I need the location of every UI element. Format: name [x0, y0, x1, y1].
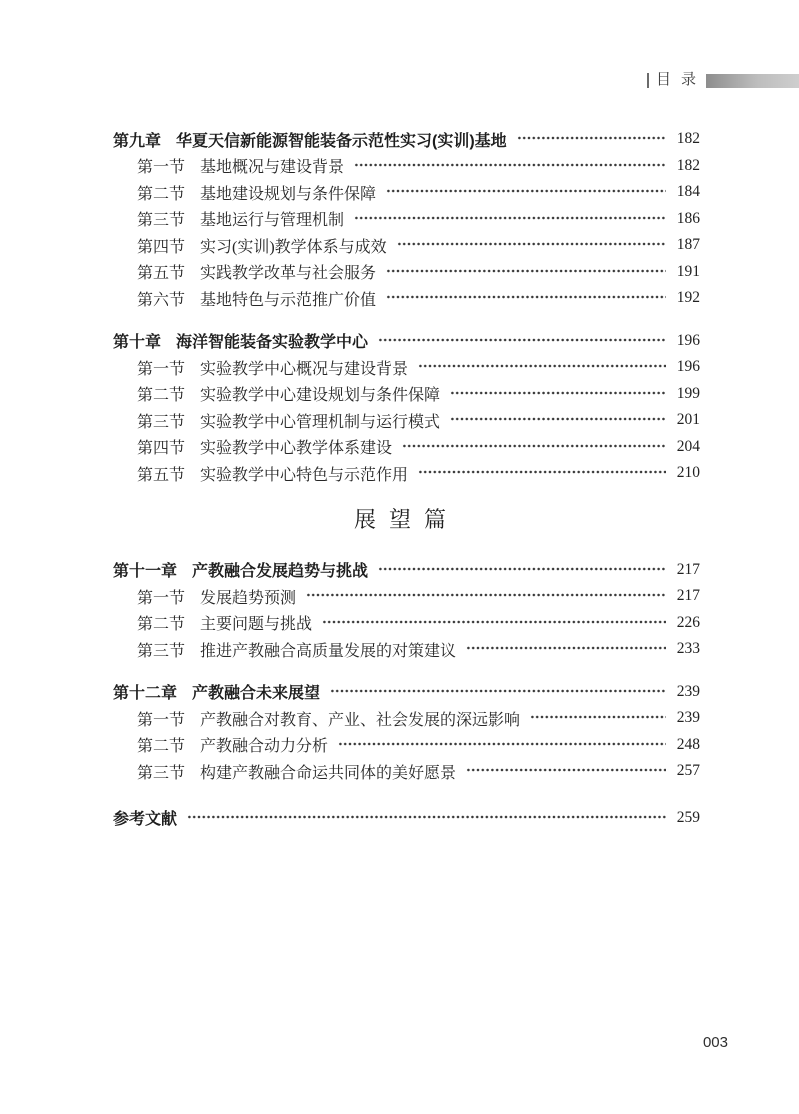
section-title: 构建产教融合命运共同体的美好愿景 [200, 764, 457, 782]
dot-leader [354, 214, 666, 222]
header-rule-icon [647, 73, 649, 88]
section-title: 基地特色与示范推广价值 [200, 291, 377, 309]
page-number: 182 [676, 130, 700, 148]
references-title: 参考文献 [113, 811, 178, 829]
page-number: 182 [676, 156, 700, 174]
section-row [100, 705, 700, 732]
section-title: 基地运行与管理机制 [200, 212, 345, 230]
chapter-row [100, 557, 700, 584]
section-title: 基地概况与建设背景 [200, 159, 345, 177]
chapter-row [100, 126, 700, 153]
part-heading: 展望篇 [353, 506, 459, 532]
table-of-contents [100, 126, 700, 831]
page-number: 210 [676, 464, 700, 482]
section-title: 实验教学中心建设规划与条件保障 [200, 387, 441, 405]
page-number: 184 [676, 183, 700, 201]
section-row [100, 153, 700, 180]
dot-leader [378, 336, 666, 344]
section-number: 第三节 [137, 413, 186, 431]
section-title: 实验教学中心特色与示范作用 [200, 466, 409, 484]
chapter-block [100, 328, 700, 487]
footer-page-number: 003 [702, 1034, 728, 1051]
references-block [100, 805, 700, 832]
section-number: 第四节 [137, 440, 186, 458]
section-number: 第四节 [137, 238, 186, 256]
page-number: 248 [676, 735, 700, 753]
section-title: 实验教学中心教学体系建设 [200, 440, 393, 458]
page-number: 201 [676, 411, 700, 429]
section-title: 基地建设规划与条件保障 [200, 185, 377, 203]
section-title: 发展趋势预测 [200, 589, 297, 607]
dot-leader [330, 687, 666, 695]
dot-leader [397, 240, 666, 248]
page-number: 259 [676, 808, 700, 826]
dot-leader [517, 134, 666, 142]
section-number: 第一节 [137, 159, 186, 177]
section-row [100, 259, 700, 286]
section-row [100, 354, 700, 381]
dot-leader [322, 618, 666, 626]
section-title: 产教融合动力分析 [200, 738, 329, 756]
running-header [647, 72, 799, 89]
dot-leader [386, 293, 666, 301]
section-row [100, 732, 700, 759]
section-title: 实习(实训)教学体系与成效 [200, 238, 387, 256]
page-number: 192 [676, 289, 700, 307]
dot-leader [338, 740, 666, 748]
page-number: 217 [676, 587, 700, 605]
section-row [100, 381, 700, 408]
section-number: 第二节 [137, 185, 186, 203]
section-row [100, 636, 700, 663]
section-number: 第六节 [137, 291, 186, 309]
page-number: 196 [676, 331, 700, 349]
dot-leader [354, 161, 666, 169]
section-number: 第一节 [137, 711, 186, 729]
section-row [100, 285, 700, 312]
section-row [100, 460, 700, 487]
chapter-number: 第十一章 [113, 563, 178, 581]
page-number: 204 [676, 437, 700, 455]
section-row [100, 232, 700, 259]
section-title: 实践教学改革与社会服务 [200, 265, 377, 283]
section-number: 第五节 [137, 265, 186, 283]
chapter-number: 第九章 [113, 132, 162, 150]
section-row [100, 610, 700, 637]
section-number: 第三节 [137, 642, 186, 660]
page-number: 186 [676, 209, 700, 227]
chapter-block [100, 126, 700, 312]
section-row [100, 206, 700, 233]
references-row [100, 805, 700, 832]
page-number: 239 [676, 709, 700, 727]
chapter-row [100, 679, 700, 706]
chapter-title: 海洋智能装备实验教学中心 [176, 334, 369, 352]
chapter-title: 华夏天信新能源智能装备示范性实习(实训)基地 [176, 132, 507, 150]
chapter-row [100, 328, 700, 355]
chapter-block [100, 679, 700, 785]
section-row [100, 434, 700, 461]
section-row [100, 758, 700, 785]
page-number: 191 [676, 262, 700, 280]
page-number: 196 [676, 358, 700, 376]
section-title: 主要问题与挑战 [200, 616, 313, 634]
chapter-title: 产教融合发展趋势与挑战 [192, 563, 369, 581]
dot-leader [466, 766, 666, 774]
dot-leader [378, 565, 666, 573]
page-number: 239 [676, 682, 700, 700]
section-number: 第一节 [137, 589, 186, 607]
dot-leader [402, 442, 666, 450]
chapter-number: 第十二章 [113, 685, 178, 703]
page-number: 233 [676, 640, 700, 658]
page-number: 187 [676, 236, 700, 254]
section-title: 实验教学中心管理机制与运行模式 [200, 413, 441, 431]
dot-leader [418, 362, 666, 370]
section-number: 第二节 [137, 387, 186, 405]
dot-leader [466, 644, 666, 652]
dot-leader [450, 415, 666, 423]
section-title: 推进产教融合高质量发展的对策建议 [200, 642, 457, 660]
section-number: 第三节 [137, 212, 186, 230]
dot-leader [530, 713, 666, 721]
section-number: 第二节 [137, 738, 186, 756]
page-number: 226 [676, 613, 700, 631]
dot-leader [450, 389, 666, 397]
section-number: 第五节 [137, 466, 186, 484]
dot-leader [386, 187, 666, 195]
page-number: 257 [676, 762, 700, 780]
section-number: 第三节 [137, 764, 186, 782]
page-number: 199 [676, 384, 700, 402]
chapter-block [100, 557, 700, 663]
section-number: 第一节 [137, 360, 186, 378]
section-row [100, 179, 700, 206]
section-row [100, 583, 700, 610]
section-title: 产教融合对教育、产业、社会发展的深远影响 [200, 711, 521, 729]
dot-leader [306, 591, 666, 599]
section-title: 实验教学中心概况与建设背景 [200, 360, 409, 378]
dot-leader [418, 468, 666, 476]
page-number: 217 [676, 560, 700, 578]
chapter-number: 第十章 [113, 334, 162, 352]
chapter-title: 产教融合未来展望 [192, 685, 321, 703]
section-number: 第二节 [137, 616, 186, 634]
header-gradient-bar [706, 74, 799, 88]
dot-leader [386, 267, 666, 275]
header-title: 目录 [656, 72, 707, 88]
dot-leader [187, 813, 666, 821]
section-row [100, 407, 700, 434]
